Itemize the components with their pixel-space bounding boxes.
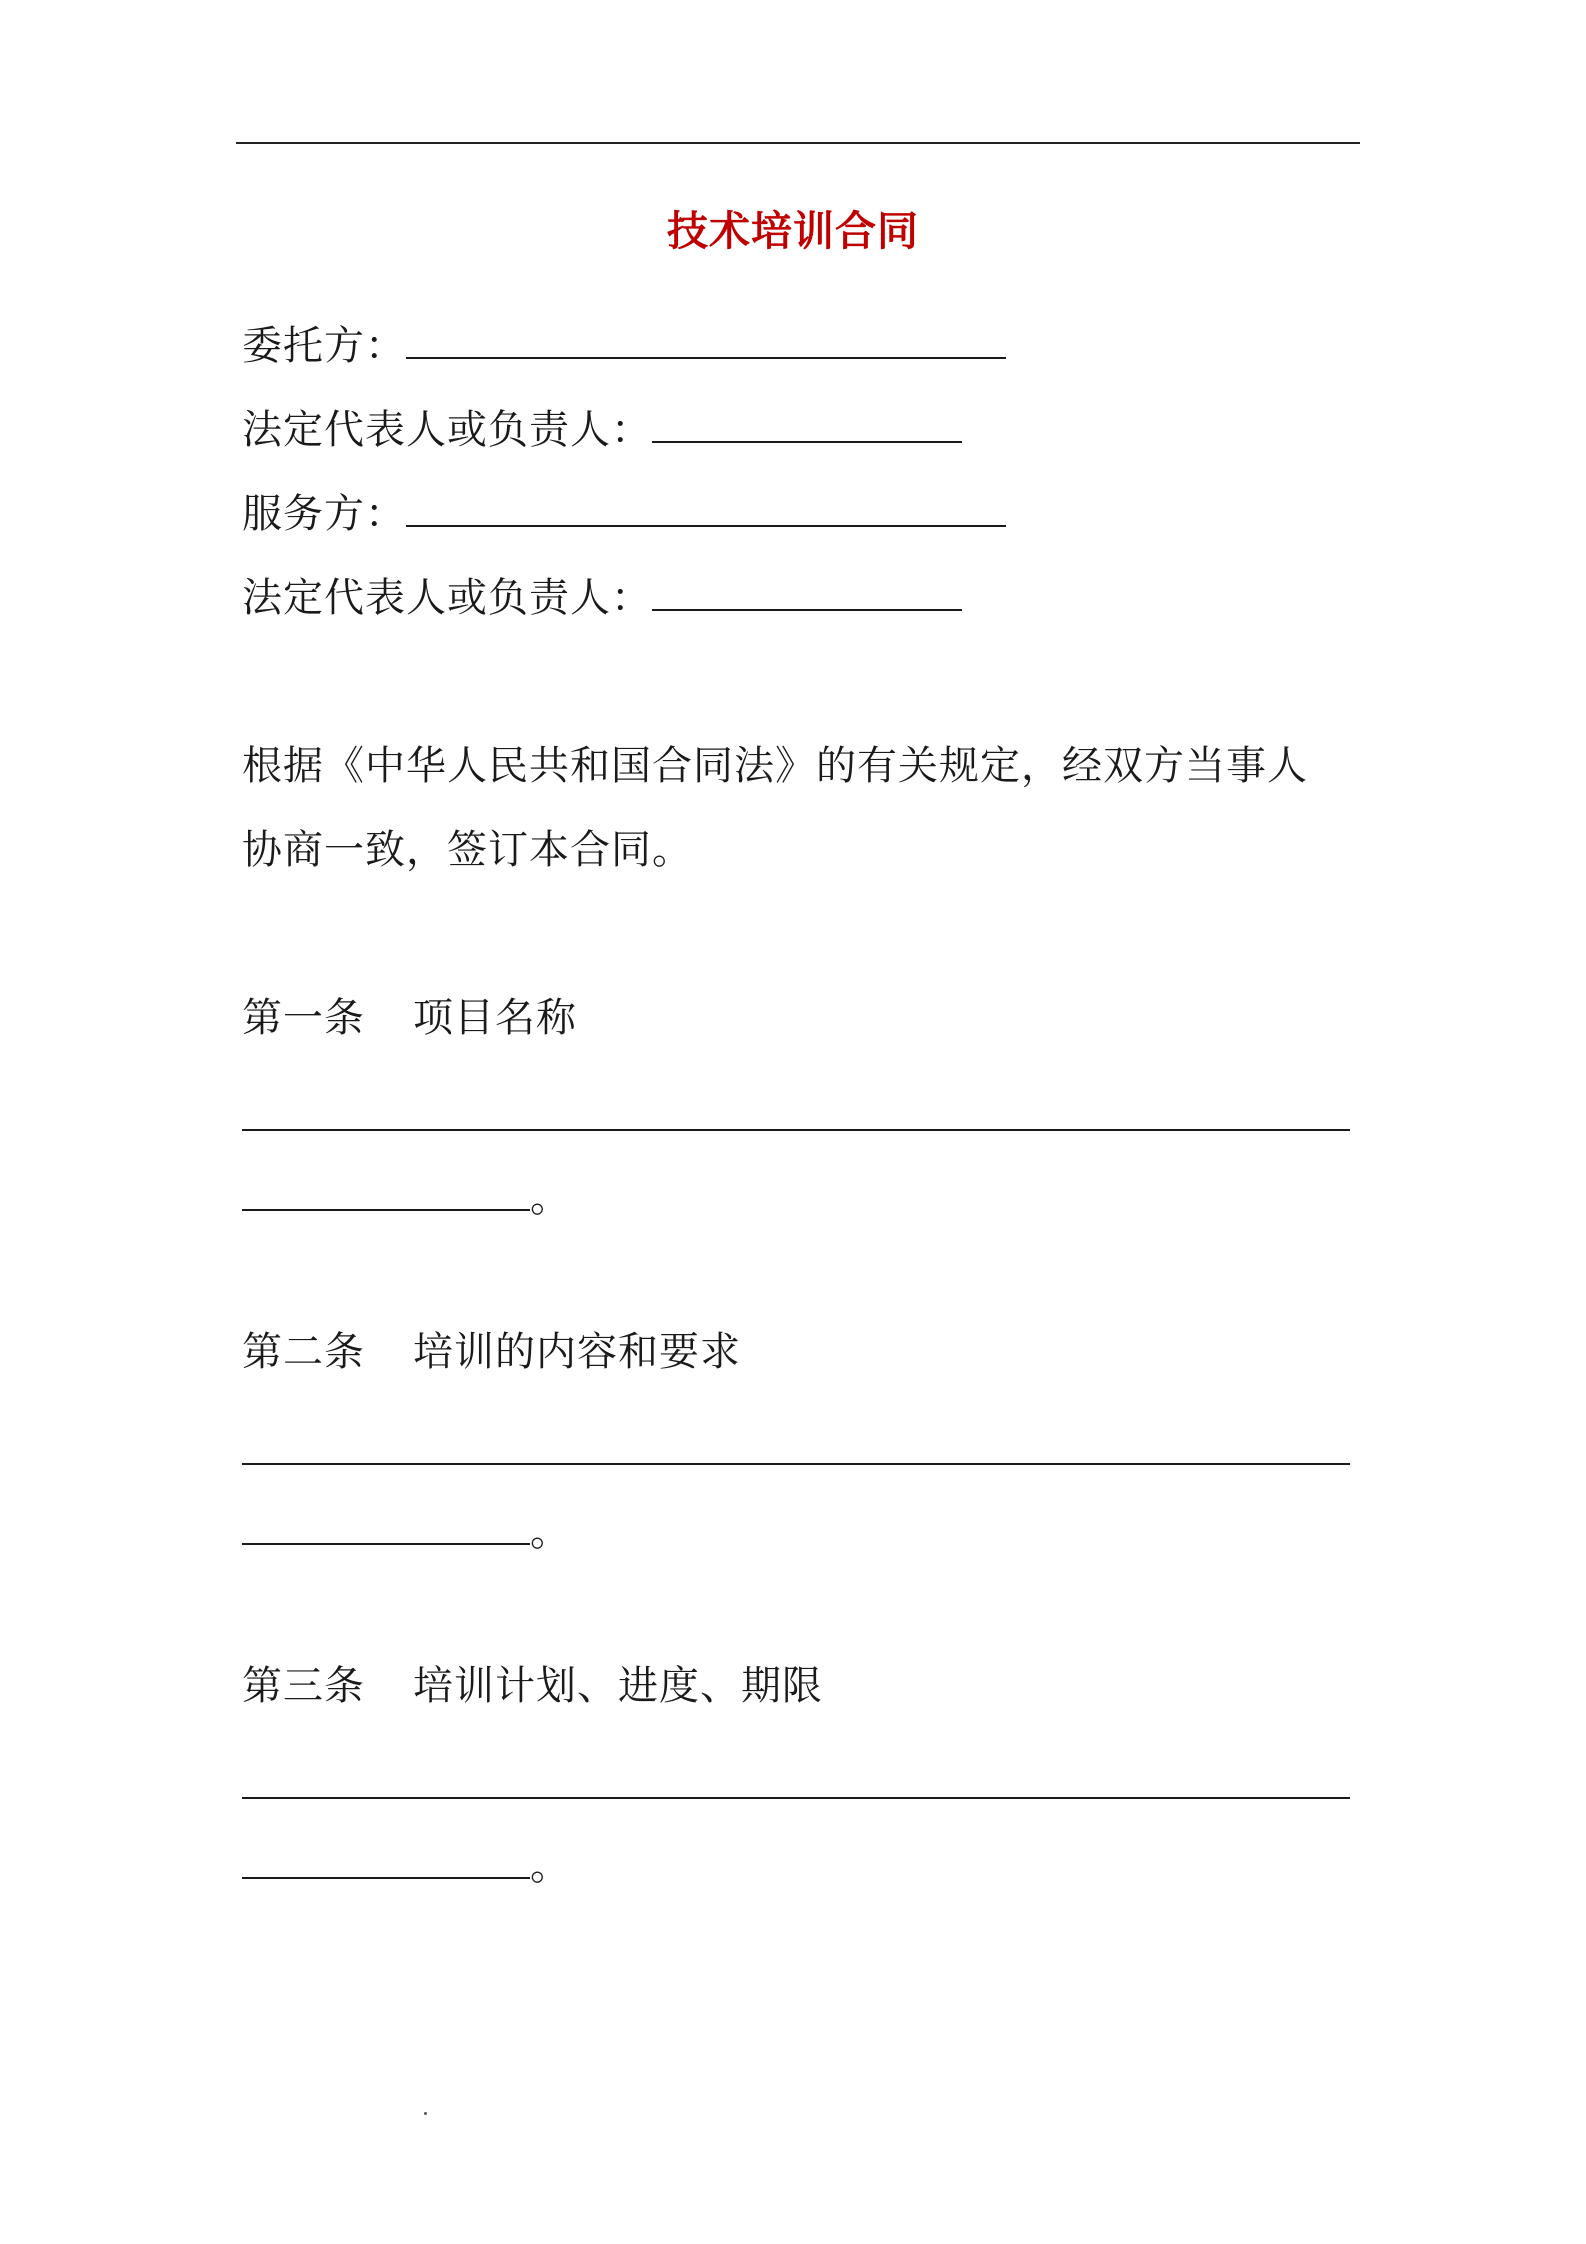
article-2-number: 第二条 [242, 1329, 365, 1375]
provider-label: 服务方： [242, 491, 406, 537]
article-3-blank-line-2 [242, 1842, 571, 1890]
provider-rep-blank[interactable] [652, 577, 962, 611]
article-3-blank-1[interactable] [242, 1765, 1350, 1799]
article-1-blank-line-1 [242, 1094, 1350, 1142]
provider-row [242, 490, 1006, 538]
article-2-heading [242, 1328, 741, 1376]
client-rep-row [242, 406, 962, 454]
client-blank[interactable] [406, 325, 1006, 359]
article-2-blank-1[interactable] [242, 1431, 1350, 1465]
article-3-title: 培训计划、进度、期限 [413, 1663, 823, 1709]
client-rep-label: 法定代表人或负责人： [242, 407, 652, 453]
article-3-end-mark: 。 [530, 1843, 571, 1889]
article-1-blank-2[interactable] [242, 1177, 530, 1211]
header-rule [236, 142, 1360, 144]
client-label: 委托方： [242, 323, 406, 369]
article-1-blank-line-2 [242, 1174, 571, 1222]
article-1-blank-1[interactable] [242, 1097, 1350, 1131]
article-3-blank-2[interactable] [242, 1845, 530, 1879]
article-3-blank-line-1 [242, 1762, 1350, 1810]
intro-line-1: 根据《中华人民共和国合同法》的有关规定，经双方当事人 [242, 743, 1308, 789]
article-1-end-mark: 。 [530, 1175, 571, 1221]
client-rep-blank[interactable] [652, 409, 962, 443]
article-2-title: 培训的内容和要求 [413, 1329, 741, 1375]
article-2-blank-line-2 [242, 1508, 571, 1556]
article-1-heading [242, 994, 577, 1042]
provider-rep-row [242, 574, 962, 622]
article-2-blank-line-1 [242, 1428, 1350, 1476]
footer-dot [424, 2112, 427, 2115]
article-2-blank-2[interactable] [242, 1511, 530, 1545]
document-title: 技术培训合同 [667, 207, 919, 255]
article-3-number: 第三条 [242, 1663, 365, 1709]
client-row [242, 322, 1006, 370]
article-1-title: 项目名称 [413, 995, 577, 1041]
intro-line-2: 协商一致，签订本合同。 [242, 827, 693, 873]
provider-rep-label: 法定代表人或负责人： [242, 575, 652, 621]
article-1-number: 第一条 [242, 995, 365, 1041]
article-2-end-mark: 。 [530, 1509, 571, 1555]
article-3-heading [242, 1662, 823, 1710]
provider-blank[interactable] [406, 493, 1006, 527]
